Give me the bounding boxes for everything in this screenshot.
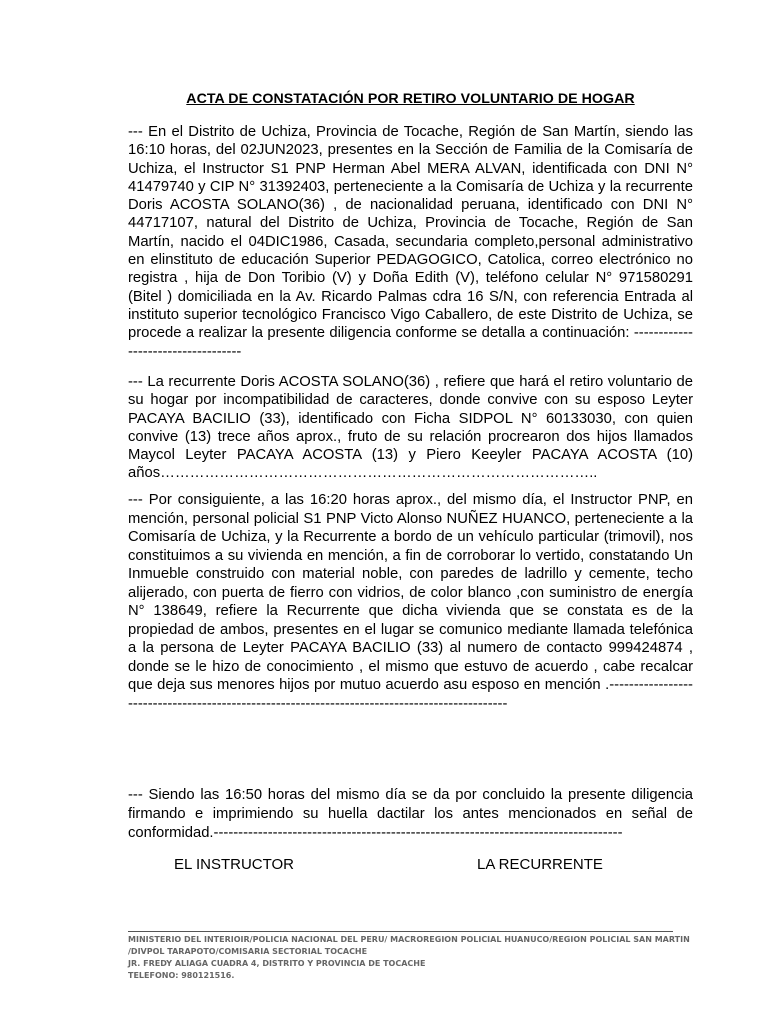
signature-instructor: EL INSTRUCTOR [174,856,295,873]
footer-line-division: /DIVPOL TARAPOTO/COMISARIA SECTORIAL TOCACHE [128,947,368,956]
paragraph-statement: --- La recurrente Doris ACOSTA SOLANO(36) , refiere que hará el retiro voluntario de su hogar por incompatibilidad de caracteres, donde convive con su esposo Leyter PACAYA BACILIO (33), identificado con Ficha SIDPOL N° 60133030, con quien convive (13) trece años aprox., fruto de su relación procrearon dos hijos llamados Maycol Leyter PACAYA ACOSTA (13) y Piero Keeyler PACAYA ACOSTA (10) años…………………………………………………………………………….. [128,374,693,482]
paragraph-verification: --- Por consiguiente, a las 16:20 horas aprox., del mismo día, el Instructor PNP, en mención, personal policial S1 PNP Victo Alonso NUÑEZ HUANCO, perteneciente a la Comisaría de Uchiza, y la Recurrente a bordo de un vehículo particular (trimovil), nos constituimos a su vivienda en mención, a fin de corroborar lo vertido, constatando Un Inmueble construido con material noble, con paredes de ladrillo y cemente, techo alijerado, con puerta de fierro con vidrios, de color blanco ,con suministro de energía N° 138649, refiere la Recurrente que dicha vivienda que se constata es de la propiedad de ambos, presentes en el lugar se comunico mediante llamada telefónica a la persona de Leyter PACAYA BACILIO (33) al numero de contacto 999424874 , donde se le hizo de conocimiento , el mismo que estuvo de acuerdo , cabe recalcar que deja sus menores hijos por mutuo acuerdo asu esposo en mención .---------------------------------------------------------------------------------------------- [128,492,693,713]
footer-line-phone: TELEFONO: 980121516. [128,971,235,980]
footer-line-institution: MINISTERIO DEL INTERIOIR/POLICIA NACIONAL DEL PERU/ MACROREGION POLICIAL HUANUCO/REGION POLICIAL SAN MARTIN [128,935,690,944]
footer [128,934,688,982]
document-title: ACTA DE CONSTATACIÓN POR RETIRO VOLUNTARIO DE HOGAR [186,91,635,107]
paragraph-conclusion: --- Siendo las 16:50 horas del mismo día se da por concluido la presente diligencia firmando e imprimiendo su huella dactilar los antes mencionados en señal de conformidad.----------------------------------------------------------------------------------- [128,787,693,841]
paragraph-intro: --- En el Distrito de Uchiza, Provincia de Tocache, Región de San Martín, siendo las 16:10 horas, del 02JUN2023, presentes en la Sección de Familia de la Comisaría de Uchiza, el Instructor S1 PNP Herman Abel MERA ALVAN, identificada con DNI N° 41479740 y CIP N° 31392403, perteneciente a la Comisaría de Uchiza y la recurrente Doris ACOSTA SOLANO(36) , de nacionalidad peruana, identificado con DNI N° 44717107, natural del Distrito de Uchiza, Provincia de Tocache, Región de San Martín, nacido el 04DIC1986, Casada, secundaria completo,personal administrativo en elinstituto de educación Superior PEDAGOGICO, Catolica, correo electrónico no registra , hija de Don Toribio (V) y Doña Edith (V), teléfono celular N° 971580291 (Bitel ) domiciliada en la Av. Ricardo Palmas cdra 16 S/N, con referencia Entrada al instituto superior tecnológico Francisco Vigo Caballero, de este Distrito de Uchiza, se procede a realizar la presente diligencia conforme se detalla a continuación: ----------------------------------- [128,124,693,360]
footer-line-address: JR. FREDY ALIAGA CUADRA 4, DISTRITO Y PROVINCIA DE TOCACHE [128,959,426,968]
footer-divider [128,931,673,932]
signature-recurrente: LA RECURRENTE [477,856,603,873]
